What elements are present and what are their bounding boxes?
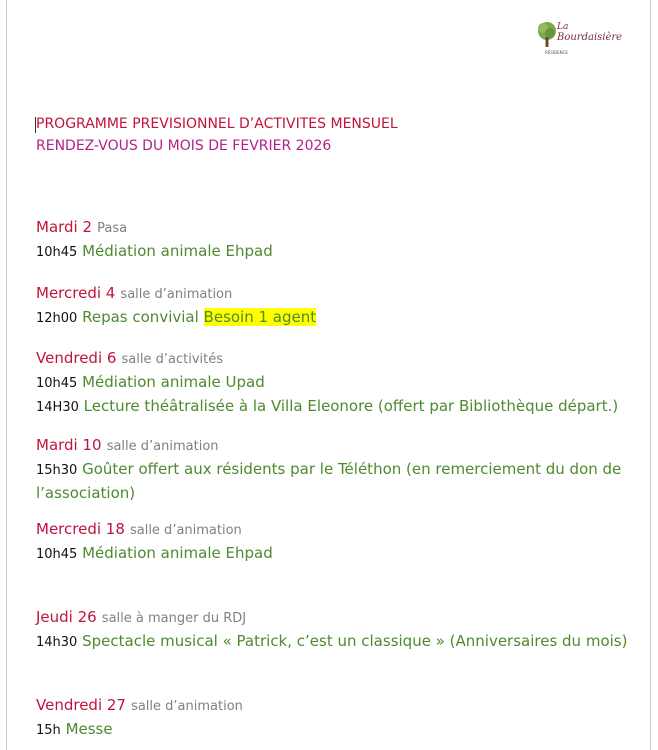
entry-place: salle d’activités [121, 352, 223, 367]
entry-item [36, 240, 658, 264]
entry-time: 14H30 [36, 400, 79, 415]
entry-time: 12h00 [36, 311, 78, 326]
entry-text: Goûter offert aux résidents par le Téléthon (en remerciement du don de l’association) [36, 460, 622, 502]
page-subtitle: RENDEZ-VOUS DU MOIS DE FEVRIER 2026 [36, 138, 332, 154]
entry-day: Vendredi 6 [36, 349, 117, 367]
entry-jeudi-26 [36, 606, 658, 654]
entry-mercredi-18 [36, 518, 658, 566]
entry-item [36, 371, 658, 395]
residence-logo [535, 20, 623, 60]
entry-item [36, 718, 658, 742]
entry-vendredi-6 [36, 347, 658, 419]
entry-text: Médiation animale Ehpad [82, 544, 273, 562]
entry-item [36, 306, 658, 330]
entry-mardi-2 [36, 216, 658, 264]
entry-day: Mardi 10 [36, 436, 102, 454]
entry-item [36, 630, 658, 654]
entry-time: 10h45 [36, 376, 78, 391]
entry-day: Mercredi 18 [36, 520, 125, 538]
logo-text-la: La [557, 22, 569, 32]
entry-time: 15h30 [36, 463, 78, 478]
entry-time: 14h30 [36, 635, 78, 650]
entry-time: 10h45 [36, 245, 78, 260]
entry-place: salle à manger du RDJ [101, 611, 247, 626]
entry-day: Mardi 2 [36, 218, 93, 236]
tree-icon [535, 20, 559, 50]
entry-day: Vendredi 27 [36, 696, 126, 714]
entry-place: salle d’animation [120, 287, 233, 302]
entry-place: salle d’animation [129, 523, 242, 538]
entry-text: Messe [65, 720, 113, 738]
entry-mercredi-4 [36, 282, 658, 330]
logo-text-name: Bourdaisière [557, 32, 623, 43]
entry-text: Médiation animale Ehpad [82, 242, 273, 260]
entry-place: salle d’animation [106, 439, 219, 454]
entry-text: Repas convivial [82, 308, 199, 326]
entry-place: salle d’animation [131, 699, 243, 714]
entry-place: Pasa [97, 221, 128, 236]
entry-text: Spectacle musical « Patrick, c’est un classique » (Anniversaires du mois) [82, 632, 628, 650]
entry-time: 15h [36, 723, 61, 738]
highlighted-note: Besoin 1 agent [203, 308, 317, 326]
entry-day: Jeudi 26 [36, 608, 97, 626]
entry-text: Lecture théâtralisée à la Villa Eleonore (offert par Bibliothèque départ.) [83, 397, 619, 415]
entry-item [36, 458, 651, 504]
entry-time: 10h45 [36, 547, 78, 562]
entry-vendredi-27 [36, 694, 658, 742]
entry-item [36, 395, 658, 419]
entry-item [36, 542, 658, 566]
page-title: PROGRAMME PREVISIONNEL D’ACTIVITES MENSUEL [36, 116, 398, 132]
entry-text: Médiation animale Upad [82, 373, 265, 391]
document-page [6, 0, 651, 750]
logo-text-sub: RÉSIDENCE [545, 50, 568, 55]
entry-mardi-10 [36, 434, 658, 504]
entry-day: Mercredi 4 [36, 284, 116, 302]
